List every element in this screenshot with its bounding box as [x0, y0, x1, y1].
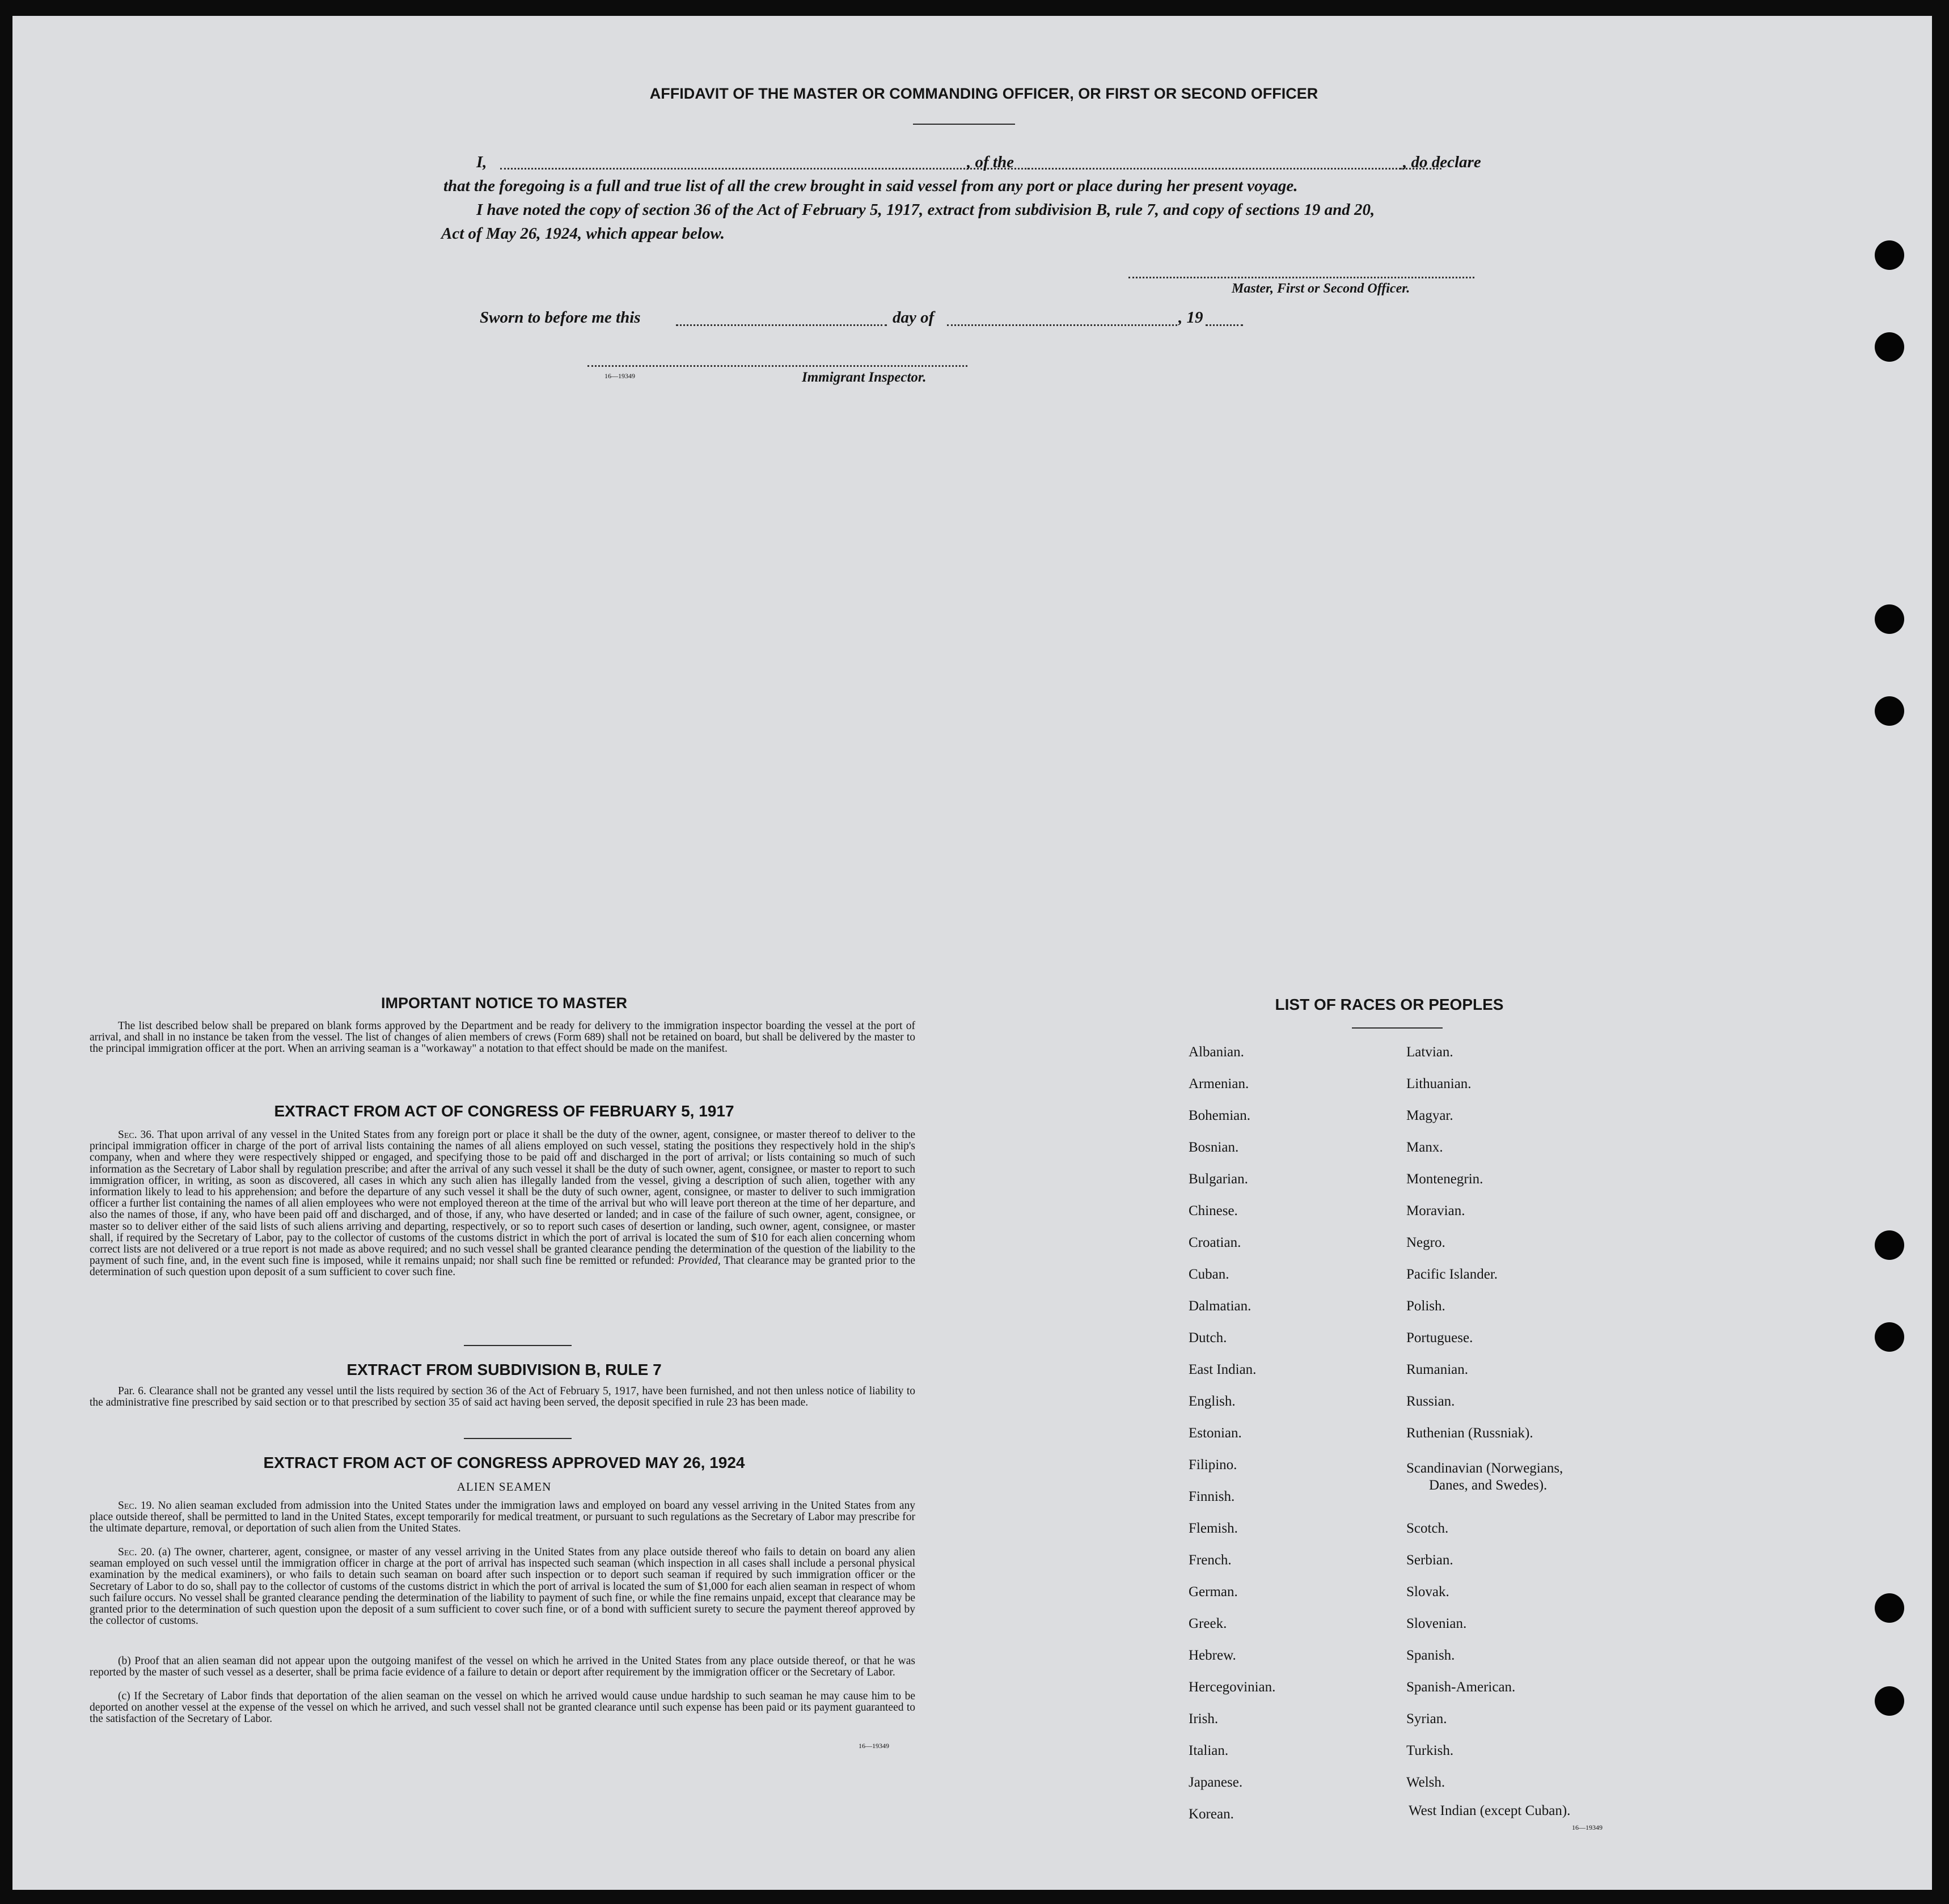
sec-36-end: That clearance may be granted prior to the determination of such question upon deposit of a sum sufficient to cover such fine. — [90, 1255, 916, 1279]
race-item: Cuban. — [1189, 1267, 1229, 1282]
race-item: Portuguese. — [1406, 1330, 1473, 1346]
race-item: Magyar. — [1406, 1108, 1453, 1123]
race-item: Chinese. — [1189, 1203, 1238, 1218]
affidavit-declare-label: , do declare — [1403, 153, 1481, 171]
year-label: , 19 — [1178, 308, 1203, 327]
sworn-day-field[interactable] — [676, 324, 887, 326]
vessel-name-field[interactable] — [1028, 168, 1402, 170]
race-item: Scotch. — [1406, 1521, 1449, 1536]
provided-word: Provided, — [678, 1255, 721, 1267]
affidavit-line3: I have noted the copy of section 36 of the Act of February 5, 1917, extract from subdivision B, rule 7, and copy of sections 19 and 20, — [476, 201, 1375, 219]
sec-19-body — [90, 1500, 915, 1535]
name-field-line[interactable] — [500, 168, 965, 170]
race-item: Bulgarian. — [1189, 1171, 1248, 1187]
binder-hole-7 — [1875, 1593, 1904, 1623]
extract-1924-title: EXTRACT FROM ACT OF CONGRESS APPROVED MAY 26, 1924 — [263, 1454, 745, 1471]
race-item: Bohemian. — [1189, 1108, 1251, 1123]
race-item: Hebrew. — [1189, 1648, 1236, 1663]
binder-hole-1 — [1875, 240, 1904, 270]
race-item: Welsh. — [1406, 1775, 1445, 1790]
extract-rule7-title: EXTRACT FROM SUBDIVISION B, RULE 7 — [346, 1361, 662, 1378]
sworn-month-field[interactable] — [947, 324, 1177, 326]
affidavit-line2: that the foregoing is a full and true list of all the crew brought in said vessel from any port or place during her present voyage. — [443, 177, 1298, 195]
binder-hole-5 — [1875, 1230, 1904, 1260]
race-item: English. — [1189, 1394, 1236, 1409]
race-item: Estonian. — [1189, 1425, 1242, 1441]
race-item: Pacific Islander. — [1406, 1267, 1498, 1282]
affidavit-title-rule — [913, 124, 1015, 125]
affidavit-form-number: 16—19349 — [604, 372, 635, 380]
notice-title: IMPORTANT NOTICE TO MASTER — [381, 995, 627, 1012]
race-item: Dutch. — [1189, 1330, 1227, 1346]
binder-hole-6 — [1875, 1322, 1904, 1352]
inspector-label: Immigrant Inspector. — [802, 370, 927, 385]
race-item: German. — [1189, 1584, 1238, 1600]
race-item: Slovenian. — [1406, 1616, 1467, 1631]
extract-1917-title: EXTRACT FROM ACT OF CONGRESS OF FEBRUARY 5, 1917 — [274, 1102, 734, 1120]
extract-rule7-body: Par. 6. Clearance shall not be granted any vessel until the lists required by section 36 of the Act of February 5, 1917, have been furnished, and not then unless notice of liability to the administrative fine prescribed by said section or to that prescribed by section 35 of said act having been served, the deposit specified in rule 23 has been made. — [90, 1385, 915, 1409]
race-item: Armenian. — [1189, 1076, 1249, 1091]
day-of-label: day of — [893, 308, 935, 327]
notice-body: The list described below shall be prepared on blank forms approved by the Department and be ready for delivery to the immigration inspector boarding the vessel at the port of arrival, and shall in no instance be taken from the vessel. The list of changes of alien members of crews (Form 689) shall not be retained on board, but shall be delivered by the master to the principal immigration officer at the port. When an arriving seaman is a "workaway" a notation to that effect should be made on the manifest. — [90, 1020, 915, 1055]
sworn-label: Sworn to before me this — [480, 308, 641, 327]
binder-hole-8 — [1875, 1686, 1904, 1716]
master-signature-label: Master, First or Second Officer. — [1232, 281, 1410, 296]
race-item: Albanian. — [1189, 1044, 1244, 1060]
race-item: Serbian. — [1406, 1552, 1453, 1568]
sec-20b-body: (b) Proof that an alien seaman did not appear upon the outgoing manifest of the vessel on which he arrived in the United States from any place outside thereof, or that he was reported by the master of such vessel as a deserter, shall be prima facie evidence of a failure to detain or deport after requirement by the immigration officer or the Secretary of Labor. — [90, 1655, 915, 1679]
sec-19-label: Sec. 19. — [118, 1500, 155, 1512]
sec-36-text: That upon arrival of any vessel in the United States from any foreign port or place it shall be the duty of the owner, agent, consignee, or master thereof to deliver to the principal immigration officer in charge of the port of arrival lists containing the names of all aliens employed on such vessel, stating the positions they respectively hold in the ship's company, when and where they were respectively shipped or engaged, and specifying those to be paid off and discharged in the port of arrival; or lists containing so much of such information as the Secretary of Labor shall by regulation prescribe; and after the arrival of any such vessel it shall be the duty of such owner, agent, consignee, or master to report to such immigration officer, in writing, as soon as discovered, all cases in which any such alien has illegally landed from the vessel, giving a description of such alien, together with any information likely to lead to his apprehension; and before the departure of any such vessel it shall be the duty of such owner, agent, consignee, or master to deliver to such immigration officer a further list containing the names of all alien employees who were not employed thereon at the time of the arrival but who will leave port thereon at the time of her departure, and also the names of those, if any, who have been paid off and discharged, and of those, if any, who have deserted or landed; and in case of the failure of such owner, agent, consignee, or master so to deliver either of the said lists of such aliens arriving and departing, respectively, or so to report such cases of desertion or landing, such owner, agent, consignee, or master shall, if required by the Secretary of Labor, pay to the collector of customs of the customs district in which the port of arrival is located the sum of $10 for each alien concerning whom correct lists are not delivered or a true report is not made as above required; and no such vessel shall be granted clearance pending the determination of the question of the liability to the payment of such fine, and, in the event such fine is imposed, while it remains unpaid; nor shall such fine be remitted or refunded: — [90, 1129, 915, 1267]
race-item: Bosnian. — [1189, 1140, 1239, 1155]
race-item: Turkish. — [1406, 1743, 1454, 1758]
divider-1 — [464, 1345, 572, 1346]
races-title-rule — [1352, 1027, 1443, 1029]
race-item: Polish. — [1406, 1298, 1445, 1314]
affidavit-line4: Act of May 26, 1924, which appear below. — [441, 225, 725, 243]
race-item: Russian. — [1406, 1394, 1455, 1409]
race-item: Syrian. — [1406, 1711, 1447, 1727]
binder-hole-3 — [1875, 604, 1904, 634]
races-form-number: 16—19349 — [1572, 1823, 1603, 1831]
master-signature-field[interactable] — [1128, 277, 1474, 278]
race-item: Hercegovinian. — [1189, 1679, 1276, 1695]
race-item: Japanese. — [1189, 1775, 1243, 1790]
race-item: Spanish. — [1406, 1648, 1455, 1663]
race-item: Lithuanian. — [1406, 1076, 1472, 1091]
race-item: West Indian (except Cuban). — [1409, 1803, 1571, 1818]
race-item: Montenegrin. — [1406, 1171, 1483, 1187]
sworn-year-field[interactable] — [1206, 324, 1243, 326]
race-item: Latvian. — [1406, 1044, 1453, 1060]
race-item: Manx. — [1406, 1140, 1443, 1155]
alien-seamen-subtitle: ALIEN SEAMEN — [456, 1480, 552, 1493]
race-item: Finnish. — [1189, 1489, 1235, 1504]
affidavit-title: AFFIDAVIT OF THE MASTER OR COMMANDING OFFICER, OR FIRST OR SECOND OFFICER — [649, 85, 1318, 102]
sec-20a-text: (a) The owner, charterer, agent, consignee, or master of any vessel arriving in the United States from any place outside thereof who fails to detain on board any alien seaman employed on such vessel until the immigration officer in charge at the port of arrival has inspected such seaman (which inspection in all cases shall include a personal physical examination by the medical examiners), or who fails to detain such seaman on board after such inspection or to deport such seaman if required by such immigration officer or the Secretary of Labor to do so, shall pay to the collector of customs of the customs district in which the port of arrival is located the sum of $1,000 for each alien seaman in respect of whom such failure occurs. No vessel shall be granted clearance pending the determination of the liability to payment of such fine, or while the fine remains unpaid, except that clearance may be granted prior to the determination of such question upon the deposit of a sum sufficient to cover such fine, or of a bond with sufficient surety to secure the payment thereof approved by the collector of customs. — [90, 1546, 915, 1627]
sec-20-label: Sec. 20. — [118, 1546, 155, 1558]
race-item: Croatian. — [1189, 1235, 1241, 1250]
race-item: Italian. — [1189, 1743, 1229, 1758]
race-item: Moravian. — [1406, 1203, 1465, 1218]
races-title: LIST OF RACES OR PEOPLES — [1275, 996, 1504, 1013]
binder-hole-2 — [1875, 332, 1904, 362]
race-item: Dalmatian. — [1189, 1298, 1252, 1314]
binder-hole-4 — [1875, 696, 1904, 726]
race-item: Scandinavian (Norwegians, — [1406, 1461, 1563, 1476]
affidavit-of-label: , of the — [967, 153, 1014, 171]
race-item: Flemish. — [1189, 1521, 1238, 1536]
race-item: Negro. — [1406, 1235, 1445, 1250]
race-item: Filipino. — [1189, 1457, 1237, 1473]
race-item: Rumanian. — [1406, 1362, 1469, 1377]
sec-20a-body — [90, 1547, 915, 1627]
race-item: Irish. — [1189, 1711, 1219, 1727]
race-item: Greek. — [1189, 1616, 1227, 1631]
extract-1917-body — [90, 1129, 915, 1279]
race-item: Ruthenian (Russniak). — [1406, 1425, 1533, 1441]
sec-19-text: No alien seaman excluded from admission into the United States under the immigration laws and employed on board any vessel arriving in the United States from any place outside thereof, shall be permitted to land in the United States, except temporarily for medical treatment, or pursuant to such regulations as the Secretary of Labor may prescribe for the ultimate departure, removal, or deportation of such alien from the United States. — [90, 1500, 916, 1535]
race-item: Korean. — [1189, 1806, 1234, 1822]
race-item: Danes, and Swedes). — [1429, 1478, 1548, 1493]
inspector-signature-field[interactable] — [587, 365, 967, 367]
divider-2 — [464, 1438, 572, 1439]
race-item: Slovak. — [1406, 1584, 1449, 1600]
sec-36-label: Sec. 36. — [118, 1129, 154, 1141]
race-item: French. — [1189, 1552, 1232, 1568]
race-item: East Indian. — [1189, 1362, 1257, 1377]
race-item: Spanish-American. — [1406, 1679, 1516, 1695]
extract-form-number: 16—19349 — [859, 1742, 889, 1750]
affidavit-i-label: I, — [476, 153, 487, 171]
sec-20c-body: (c) If the Secretary of Labor finds that deportation of the alien seaman on the vessel on which he arrived would cause undue hardship to such seaman he may cause him to be deported on another vessel at the expense of the vessel on which he arrived, and such vessel shall not be granted clearance until such expense has been paid or its payment guaranteed to the satisfaction of the Secretary of Labor. — [90, 1690, 915, 1725]
